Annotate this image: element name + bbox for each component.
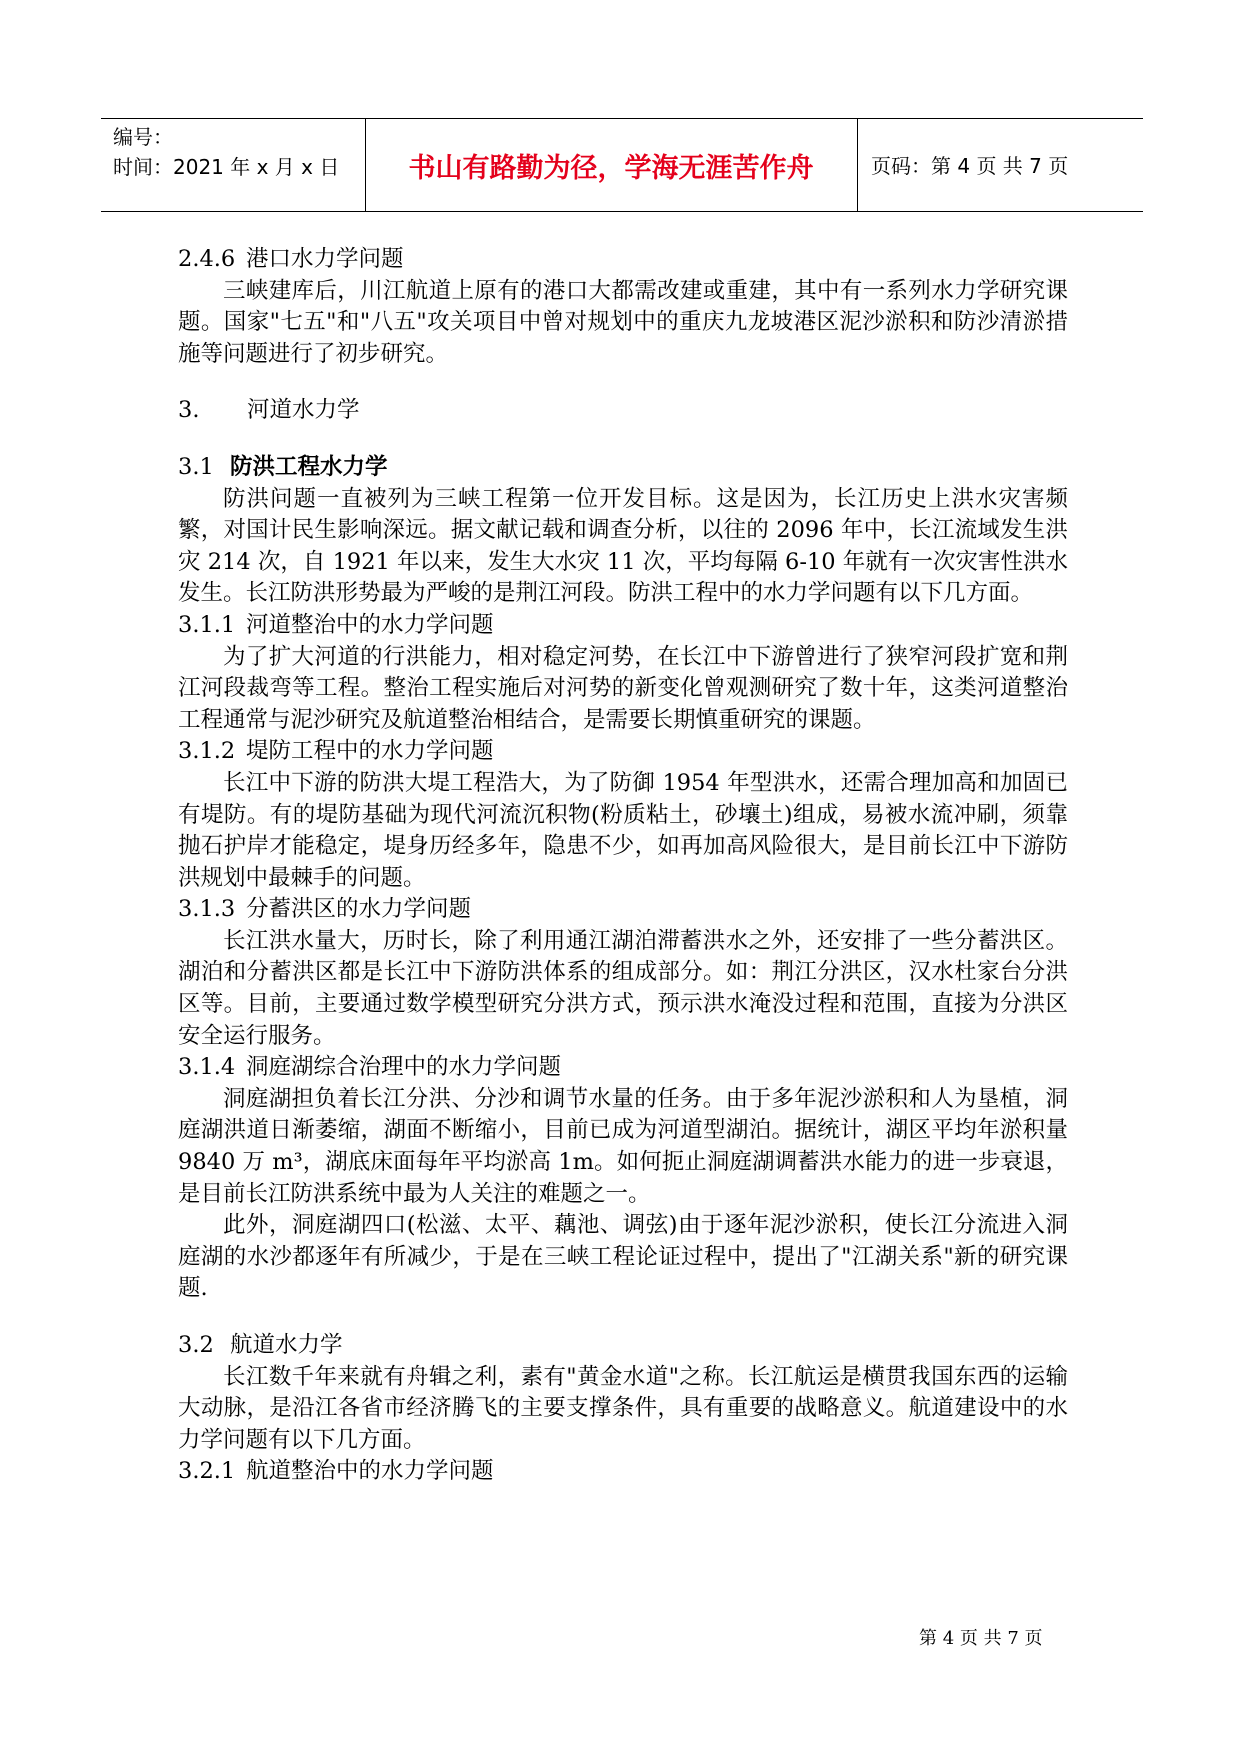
header-date: 时间：2021 年 x 月 x 日 [113,155,340,179]
section-number: 3.2.1 [178,1458,236,1485]
section-number: 2.4.6 [178,246,236,272]
section-heading [178,452,1068,484]
section-heading [178,610,1068,642]
document-body [178,244,1068,1488]
paragraph: 长江数千年来就有舟辑之利，素有"黄金水道"之称。长江航运是横贯我国东西的运输大动脉，是沿江各省市经济腾飞的主要支撑条件，具有重要的战略意义。航道建设中的水力学问题有以下几方面。 [178,1363,1068,1453]
section-title: 河道水力学 [247,397,360,424]
section-number: 3. [178,397,200,424]
section-heading [178,1330,1068,1362]
header-meta [113,122,339,182]
section-title: 港口水力学问题 [246,246,404,272]
section-heading [178,244,1068,276]
section-number: 3.1.4 [178,1054,236,1081]
section-title: 防洪工程水力学 [230,453,388,480]
paragraph: 长江中下游的防洪大堤工程浩大，为了防御 1954 年型洪水，还需合理加高和加固已有堤防。有的堤防基础为现代河流沉积物(粉质粘土，砂壤土)组成，易被水流冲刷，须靠抛石护岸才能稳定，堤身历经多年，隐患不少，如再加高风险很大，是目前长江中下游防洪规划中最棘手的问题。 [178,769,1068,891]
header-number-label: 编号： [113,125,173,149]
paragraph: 防洪问题一直被列为三峡工程第一位开发目标。这是因为，长江历史上洪水灾害频繁，对国计民生影响深远。据文献记载和调查分析，以往的 2096 年中，长江流域发生洪灾 214 次，自 1921 年以来，发生大水灾 11 次，平均每隔 6-10 年就有一次灾害性洪水发生。长江防洪形势最为严峻的是荆江河段。防洪工程中的水力学问题有以下几方面。 [178,485,1068,607]
paragraph: 洞庭湖担负着长江分洪、分沙和调节水量的任务。由于多年泥沙淤积和人为垦植，洞庭湖洪道日渐萎缩，湖面不断缩小，目前已成为河道型湖泊。据统计，湖区平均年淤积量 9840 万 m³，湖底床面每年平均淤高 1m。如何扼止洞庭湖调蓄洪水能力的进一步衰退，是目前长江防洪系统中最为人关注的难题之一。 [178,1085,1068,1207]
section-heading [178,894,1068,926]
section-title: 航道整治中的水力学问题 [246,1458,494,1485]
paragraph: 长江洪水量大，历时长，除了利用通江湖泊滞蓄洪水之外，还安排了一些分蓄洪区。 湖泊和分蓄洪区都是长江中下游防洪体系的组成部分。如：荆江分洪区，汉水杜家台分洪区等。目前，主要通过数学模型研究分洪方式，预示洪水淹没过程和范围，直接为分洪区安全运行服务。 [178,927,1068,1049]
section-title: 河道整治中的水力学问题 [246,611,494,638]
section-title: 分蓄洪区的水力学问题 [246,896,472,923]
section-number: 3.2 [178,1332,214,1358]
header-motto: 书山有路勤为径，学海无涯苦作舟 [408,153,814,184]
header-top-rule [101,118,1143,119]
paragraph: 三峡建库后，川江航道上原有的港口大都需改建或重建，其中有一系列水力学研究课题。国家"七五"和"八五"攻关项目中曾对规划中的重庆九龙坡港区泥沙淤积和防沙清淤措施等问题进行了初步研究。 [178,277,1068,367]
section-heading [178,1052,1068,1084]
section-heading [178,736,1068,768]
paragraph: 此外，洞庭湖四口(松滋、太平、藕池、调弦)由于逐年泥沙淤积，使长江分流进入洞庭湖的水沙都逐年有所减少，于是在三峡工程论证过程中，提出了"江湖关系"新的研究课题. [178,1212,1068,1302]
section-title: 洞庭湖综合治理中的水力学问题 [246,1054,562,1081]
page-footer: 第 4 页 共 7 页 [919,1628,1043,1649]
page-header [101,118,1143,212]
section-heading [178,1456,1068,1488]
section-number: 3.1.3 [178,896,236,923]
header-bottom-rule [101,211,1143,212]
section-title: 堤防工程中的水力学问题 [246,738,494,765]
section-number: 3.1 [178,453,214,480]
paragraph: 为了扩大河道的行洪能力，相对稳定河势，在长江中下游曾进行了狭窄河段扩宽和荆江河段裁弯等工程。整治工程实施后对河势的新变化曾观测研究了数十年，这类河道整治工程通常与泥沙研究及航道整治相结合，是需要长期慎重研究的课题。 [178,643,1068,733]
section-title: 航道水力学 [230,1332,343,1358]
section-number: 3.1.1 [178,611,236,638]
section-number: 3.1.2 [178,738,236,765]
section-heading [178,395,1068,427]
header-page-info: 页码：第 4 页 共 7 页 [871,154,1069,178]
header-divider [857,118,858,212]
